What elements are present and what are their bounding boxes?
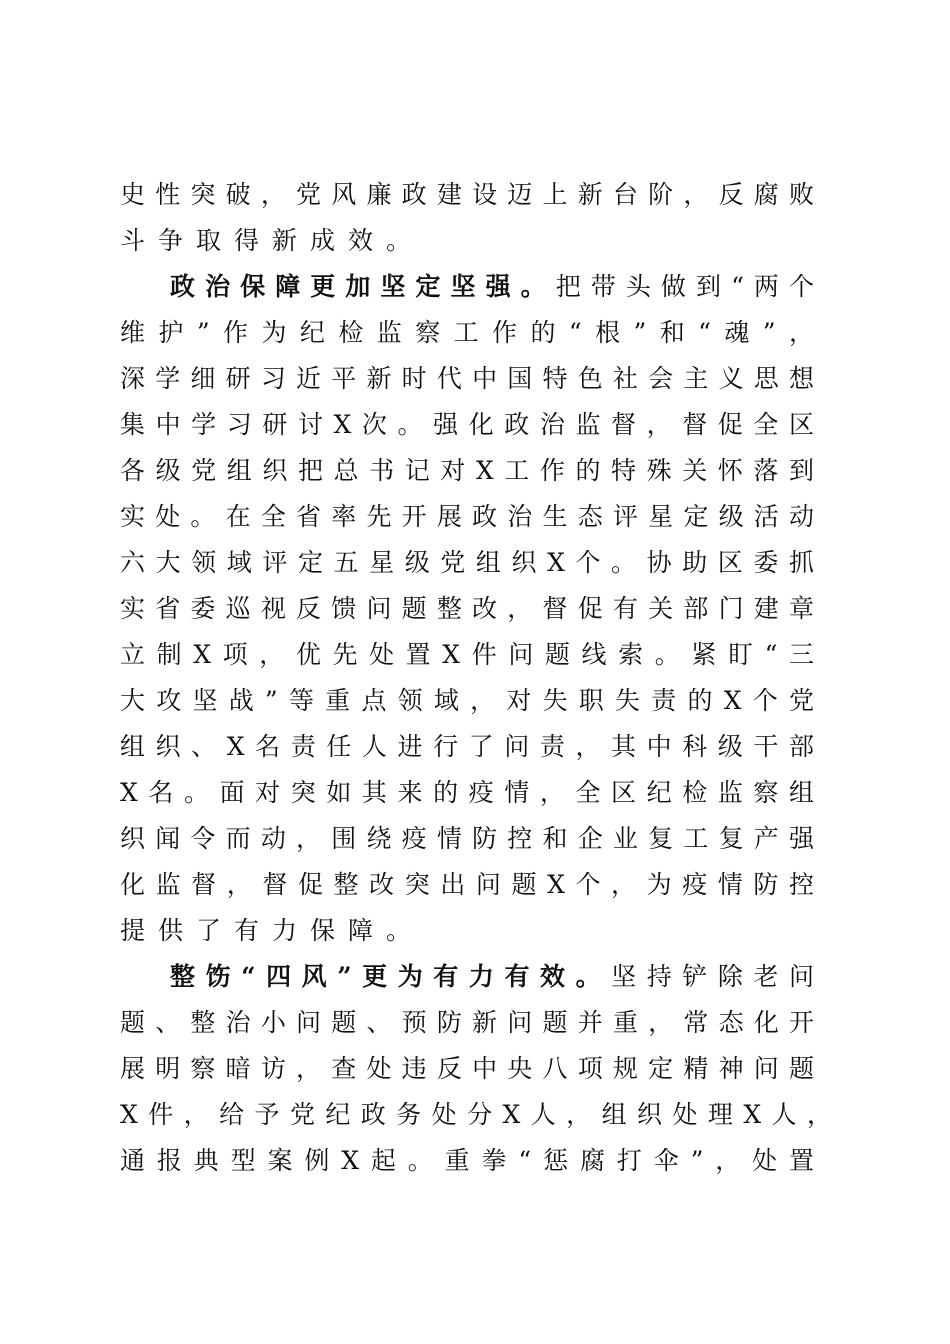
section-heading: 整饬“四风”更为有力有效。	[170, 962, 612, 991]
section-heading-line: 政治保障更加坚定坚强。把带头做到“两个	[170, 272, 814, 301]
text-line: 组织、X名责任人进行了问责，其中科级干部	[120, 732, 814, 761]
text-line: X件，给予党纪政务处分X人，组织处理X人，	[120, 1100, 832, 1129]
text-line: 织闻令而动，围绕疫情防控和企业复工复产强	[120, 824, 814, 853]
text-line: 立制X项，优先处置X件问题线索。紧盯“三	[120, 640, 814, 669]
section-heading: 政治保障更加坚定坚强。	[170, 272, 556, 301]
text-line: 通报典型案例X起。重拳“惩腐打伞”，处置	[120, 1146, 814, 1175]
text-line: 题、整治小问题、预防新问题并重，常态化开	[120, 1008, 814, 1037]
text-line: 深学细研习近平新时代中国特色社会主义思想	[120, 364, 814, 393]
text-line: 实处。在全省率先开展政治生态评星定级活动	[120, 502, 814, 531]
text-line: 史性突破，党风廉政建设迈上新台阶，反腐败	[120, 180, 814, 209]
text-line: 斗争取得新成效。	[120, 226, 425, 255]
text-line: 集中学习研讨X次。强化政治监督，督促全区	[120, 410, 814, 439]
text-line: 各级党组织把总书记对X工作的特殊关怀落到	[120, 456, 814, 485]
text-line: 化监督，督促整改突出问题X个，为疫情防控	[120, 870, 814, 899]
text-line: 提供了有力保障。	[120, 916, 425, 945]
text-line: X名。面对突如其来的疫情，全区纪检监察组	[120, 778, 814, 807]
text-line: 展明察暗访，查处违反中央八项规定精神问题	[120, 1054, 814, 1083]
text-line: 实省委巡视反馈问题整改，督促有关部门建章	[120, 594, 814, 623]
section-heading-line: 整饬“四风”更为有力有效。坚持铲除老问	[170, 962, 814, 991]
text-line: 维护”作为纪检监察工作的“根”和“魂”，	[120, 318, 814, 347]
text-line: 六大领域评定五星级党组织X个。协助区委抓	[120, 548, 814, 577]
text-line: 大攻坚战”等重点领域，对失职失责的X个党	[120, 686, 814, 715]
